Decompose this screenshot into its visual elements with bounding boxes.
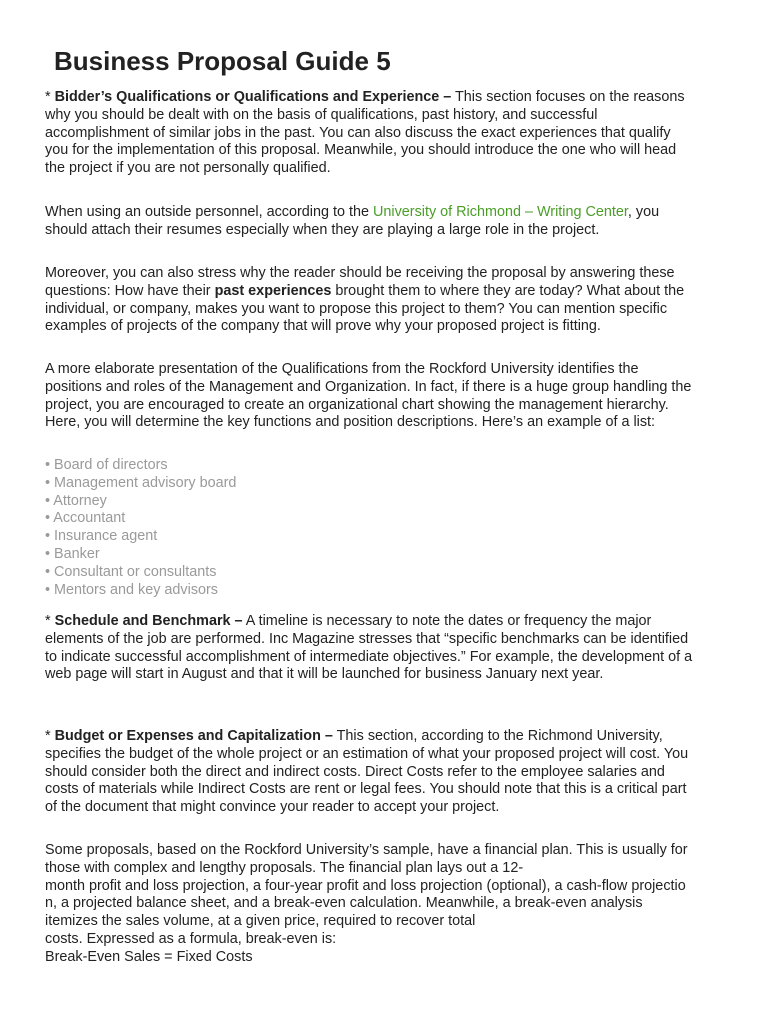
- text-line: positions and roles of the Management and Organization. In fact, if there is a huge group handling the: [45, 378, 692, 395]
- list-item: • Insurance agent: [45, 528, 158, 545]
- text-line: This section, according to the Richmond University,: [332, 728, 663, 744]
- bullet-star: *: [45, 89, 55, 105]
- position-list: [45, 457, 236, 599]
- financial-plan-paragraph: [45, 842, 735, 967]
- text-line: of the document that might convince your reader to accept your project.: [45, 799, 500, 816]
- text-line: should attach their resumes especially when they are playing a large role in the project.: [45, 221, 600, 238]
- text-line: why you should be dealt with on the basis of qualifications, past history, and successful: [45, 106, 598, 123]
- list-item: • Banker: [45, 545, 100, 562]
- text-line: should consider both the direct and indirect costs. Direct Costs refer to the employee salaries and: [45, 763, 665, 780]
- budget-heading: Budget or Expenses and Capitalization –: [54, 728, 333, 744]
- text-line: itemizes the sales volume, at a given price, required to recover total: [45, 913, 476, 930]
- page-title: Business Proposal Guide 5: [54, 46, 391, 76]
- richmond-writing-center-link[interactable]: University of Richmond – Writing Center: [373, 204, 628, 220]
- text-line: specifies the budget of the whole project or an estimation of what your proposed project will cost. You: [45, 745, 689, 762]
- text-line: elements of the job are performed. Inc Magazine stresses that “specific benchmarks can be identified: [45, 630, 689, 647]
- text-line: costs. Expressed as a formula, break-even is:: [45, 930, 337, 947]
- text-line: Some proposals, based on the Rockford University’s sample, have a financial plan. This is usually for: [45, 842, 688, 858]
- list-item: • Attorney: [45, 492, 107, 509]
- text-line: the project if you are not personally qualified.: [45, 160, 331, 177]
- list-item: • Mentors and key advisors: [45, 581, 219, 598]
- bullet-star: *: [45, 728, 55, 744]
- list-item: • Accountant: [45, 510, 126, 527]
- budget-paragraph: [45, 728, 735, 817]
- schedule-heading: Schedule and Benchmark –: [54, 613, 243, 629]
- text-line: Here, you will determine the key functions and position descriptions. Here’s an example of a list:: [45, 414, 656, 431]
- text-line: to indicate successful accomplishment of intermediate objectives.” For example, the development of a: [45, 648, 693, 665]
- text-line: those with complex and lengthy proposals. The financial plan lays out a 12-: [45, 859, 524, 876]
- text-line: month profit and loss projection, a four-year profit and loss projection (optional), a cash-flow projectio: [45, 877, 686, 894]
- text-line: n, a projected balance sheet, and a break-even calculation. Meanwhile, a break-even analysis: [45, 895, 643, 912]
- outside-personnel-paragraph: [45, 204, 735, 240]
- text-line: individual, or company, makes you want to propose this project to them? You can mention specific: [45, 300, 668, 317]
- bullet-star: *: [45, 613, 55, 629]
- text-line: Moreover, you can also stress why the reader should be receiving the proposal by answering these: [45, 265, 675, 281]
- text-line: This section focuses on the reasons: [451, 89, 685, 105]
- text-line: accomplishment of similar jobs in the past. You can also discuss the exact experiences that qualify: [45, 124, 671, 141]
- text-line: project, you are encouraged to create an organizational chart showing the management hierarchy.: [45, 396, 669, 413]
- text-line: web page will start in August and that it will be launched for business January next year.: [45, 666, 604, 683]
- past-experiences-paragraph: [45, 265, 735, 336]
- break-even-formula: Break-Even Sales = Fixed Costs: [45, 948, 253, 965]
- text-line: A more elaborate presentation of the Qualifications from the Rockford University identifies the: [45, 361, 639, 377]
- text-segment: questions: How have their: [45, 282, 215, 299]
- text-segment: , you: [627, 204, 660, 220]
- schedule-paragraph: [45, 613, 735, 684]
- list-item: • Board of directors: [45, 457, 168, 473]
- text-line: costs of materials while Indirect Costs are rent or legal fees. You should note that this is a critical part: [45, 781, 687, 798]
- qualifications-heading: Bidder’s Qualifications or Qualifications and Experience –: [54, 89, 452, 105]
- list-item: • Consultant or consultants: [45, 563, 217, 580]
- qualifications-paragraph: [45, 89, 735, 178]
- organization-paragraph: [45, 361, 735, 432]
- text-line: examples of projects of the company that will prove why your proposed project is fitting.: [45, 318, 601, 335]
- list-item: • Management advisory board: [45, 474, 237, 491]
- text-line: you for the implementation of this proposal. Meanwhile, you should introduce the one who will head: [45, 142, 677, 159]
- text-segment: When using an outside personnel, according to the: [45, 204, 373, 220]
- past-experiences-emphasis: past experiences: [214, 282, 332, 299]
- text-segment: brought them to where they are today? What about the: [331, 282, 685, 299]
- text-line: A timeline is necessary to note the dates or frequency the major: [242, 613, 652, 629]
